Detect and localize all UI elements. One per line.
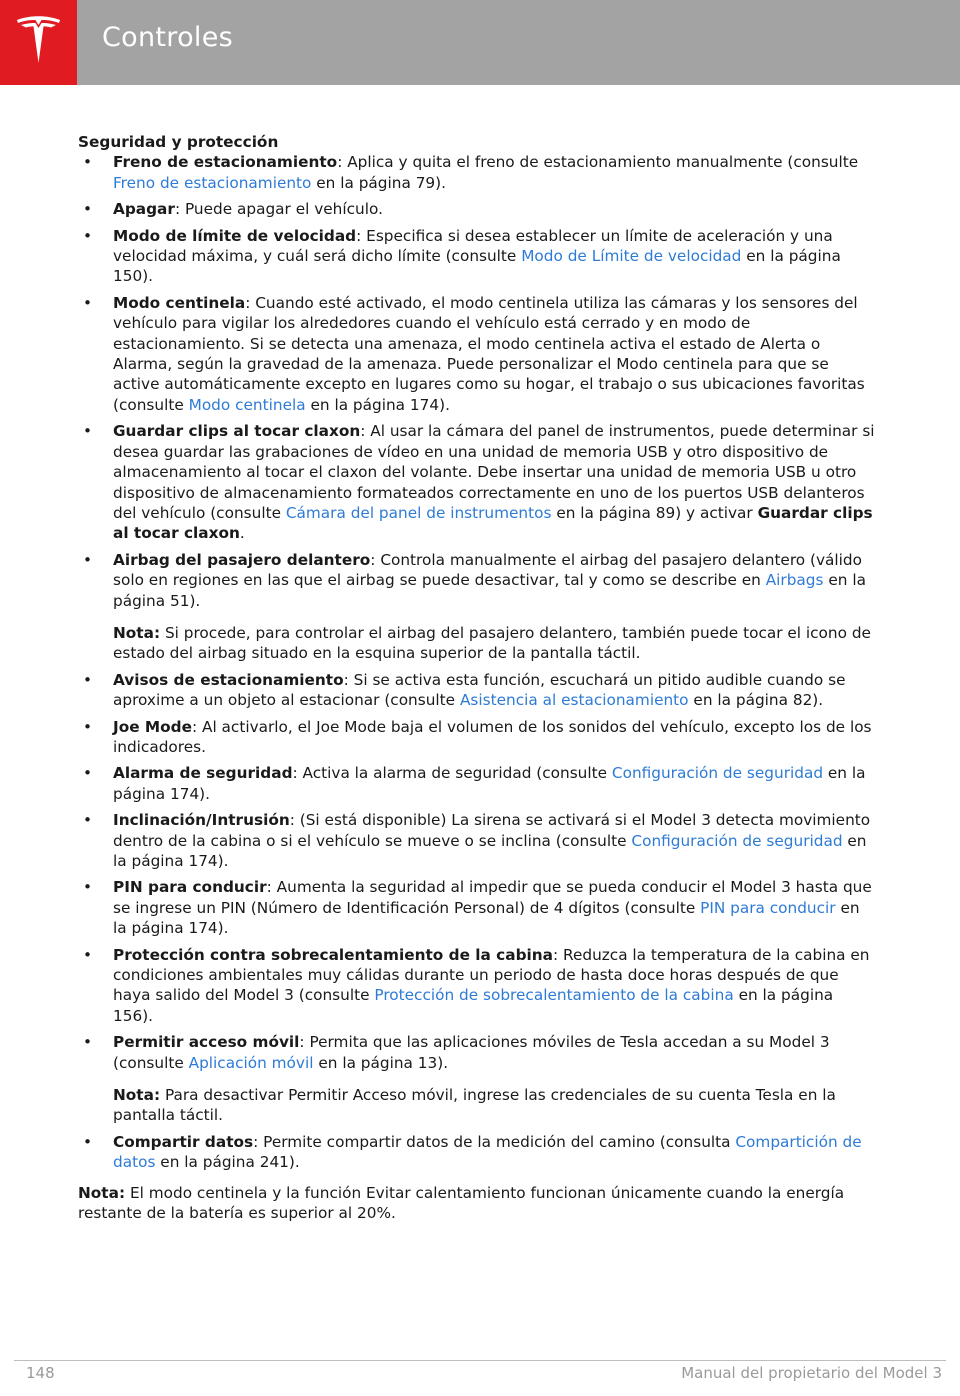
item-text: Guardar clips al tocar claxon: Al usar la cámara del panel de instrumentos, puede determinar si desea guardar las grabaciones de vídeo en una unidad de memoria USB y otro dispositivo de almacenamiento al tocar el claxon del volante. Debe insertar una unidad de memoria USB u otro dispositivo de almacenamiento formateados correctamente en uno de los puertos USB delanteros del vehículo (consulte Cámara del panel de instrumentos en la página 89) y activar Guardar clips al tocar claxon. [113,422,875,543]
item-term: Compartir datos [113,1132,254,1151]
item-text: Apagar: Puede apagar el vehículo. [113,200,383,219]
note-text: El modo centinela y la función Evitar calentamiento funcionan únicamente cuando la energía restante de la batería es superior al 20%. [78,1183,845,1223]
bullet: • [83,945,93,964]
item-text: Modo de límite de velocidad: Especifica si desea establecer un límite de aceleración y una velocidad máxima, y cuál será dicho límite (consulte Modo de Límite de velocidad en la página 150). [113,226,841,286]
list-item [78,293,878,415]
cross-reference-link[interactable]: Airbags [765,571,824,590]
item-term: Modo de límite de velocidad [113,226,357,245]
cross-reference-link[interactable]: Modo centinela [188,395,306,414]
bullet: • [83,226,93,245]
cross-reference-link[interactable]: PIN para conducir [700,898,836,917]
cross-reference-link[interactable]: Freno de estacionamiento [113,173,312,192]
list-item [78,810,878,871]
item-term: Avisos de estacionamiento [113,670,344,689]
list-item [78,717,878,758]
item-term-inline: Guardar clips al tocar claxon [113,503,873,543]
main-content [78,132,878,1224]
note-label: Nota: [113,1086,161,1105]
footer-manual-title: Manual del propietario del Model 3 [681,1364,942,1382]
item-term: Guardar clips al tocar claxon [113,422,361,441]
list-item [78,199,878,219]
page-number: 148 [26,1364,55,1382]
item-term: Permitir acceso móvil [113,1033,300,1052]
item-text: Compartir datos: Permite compartir datos de la medición del camino (consulta Compartición de datos en la página 241). [113,1132,862,1172]
item-text: Modo centinela: Cuando esté activado, el modo centinela utiliza las cámaras y los sensores del vehículo para vigilar los alrededores cuando el vehículo está cerrado y en modo de estacionamiento. Si se detecta una amenaza, el modo centinela activa el estado de Alerta o Alarma, según la gravedad de la amenaza. Puede personalizar el Modo centinela para que se active automáticamente excepto en lugares como su hogar, el trabajo o sus ubicaciones favoritas (consulte Modo centinela en la página 174). [113,293,865,414]
note-text: Para desactivar Permitir Acceso móvil, ingrese las credenciales de su cuenta Tesla en la pantalla táctil. [113,1086,836,1125]
item-term: Freno de estacionamiento [113,153,338,172]
list-item [78,1032,878,1073]
bullet: • [83,1033,93,1052]
list-item [78,945,878,1027]
item-text: Avisos de estacionamiento: Si se activa esta función, escuchará un pitido audible cuando se aproxime a un objeto al estacionar (consulte Asistencia al estacionamiento en la página 82). [113,670,846,710]
item-text: Freno de estacionamiento: Aplica y quita el freno de estacionamiento manualmente (consulte Freno de estacionamiento en la página 79). [113,153,859,192]
item-term: Joe Mode [113,717,192,736]
item-text: PIN para conducir: Aumenta la seguridad al impedir que se pueda conducir el Model 3 hasta que se ingrese un PIN (Número de Identificación Personal) de 4 dígitos (consulte PIN para conducir en la página 174). [113,878,872,938]
list-item [78,1132,878,1173]
cross-reference-link[interactable]: Configuración de seguridad [631,831,843,850]
bullet: • [83,293,93,312]
cross-reference-link[interactable]: Modo de Límite de velocidad [521,247,742,266]
bullet: • [83,764,93,783]
item-term: Modo centinela [113,293,246,312]
note-label: Nota: [78,1183,126,1202]
note-final [78,1183,878,1224]
item-term: Inclinación/Intrusión [113,811,290,830]
list-item [78,877,878,938]
footer-divider [14,1360,946,1361]
item-text: Inclinación/Intrusión: (Si está disponible) La sirena se activará si el Model 3 detecta movimiento dentro de la cabina o si el vehículo se mueve o se inclina (consulte Configuración de seguridad en la página 174). [113,811,871,870]
list-item [78,550,878,611]
bullet: • [83,1132,93,1151]
item-term: Airbag del pasajero delantero [113,550,371,569]
cross-reference-link[interactable]: Configuración de seguridad [611,764,824,783]
tesla-logo-icon [15,16,62,68]
bullet: • [83,422,93,441]
item-term: PIN para conducir [113,878,267,897]
bullet: • [83,550,93,569]
cross-reference-link[interactable]: Cámara del panel de instrumentos [285,503,552,522]
bullet: • [83,717,93,736]
item-text: Airbag del pasajero delantero: Controla manualmente el airbag del pasajero delantero (válido solo en regiones en las que el airbag se puede desactivar, tal y como se describe en Airbags en la página 51). [113,550,866,610]
note-text: Si procede, para controlar el airbag del pasajero delantero, también puede tocar el icono de estado del airbag situado en la esquina superior de la pantalla táctil. [113,623,871,663]
section-title: Seguridad y protección [78,133,279,151]
cross-reference-link[interactable]: Asistencia al estacionamiento [459,691,689,710]
bullet: • [83,878,93,897]
item-text: Alarma de seguridad: Activa la alarma de seguridad (consulte Configuración de seguridad en la página 174). [113,764,866,803]
bullet: • [83,200,93,219]
item-text: Joe Mode: Al activarlo, el Joe Mode baja el volumen de los sonidos del vehículo, excepto los de los indicadores. [113,717,872,756]
bullet: • [83,153,93,172]
item-term: Protección contra sobrecalentamiento de la cabina [113,945,553,964]
page-header [0,0,960,85]
bullet: • [83,670,93,689]
note-label: Nota: [113,623,161,642]
list-item [78,670,878,711]
list-item [78,226,878,287]
note-mobile-access [78,1085,878,1126]
item-term: Alarma de seguridad [113,764,293,783]
note-airbag [78,623,878,664]
page-title: Controles [102,22,233,53]
cross-reference-link[interactable]: Compartición de datos [113,1132,862,1172]
cross-reference-link[interactable]: Aplicación móvil [188,1053,314,1072]
list-item [78,421,878,543]
bullet: • [83,811,93,830]
item-text: Permitir acceso móvil: Permita que las aplicaciones móviles de Tesla accedan a su Model 3 (consulte Aplicación móvil en la página 13). [113,1033,830,1072]
list-item [78,152,878,193]
logo-box [0,0,77,85]
cross-reference-link[interactable]: Protección de sobrecalentamiento de la cabina [374,986,734,1005]
item-term: Apagar [113,200,175,219]
item-text: Protección contra sobrecalentamiento de la cabina: Reduzca la temperatura de la cabina en condiciones ambientales muy cálidas durante un periodo de hasta doce horas después de que haya salido del Model 3 (consulte Protección de sobrecalentamiento de la cabina en la página 156). [113,945,870,1025]
list-item [78,763,878,804]
